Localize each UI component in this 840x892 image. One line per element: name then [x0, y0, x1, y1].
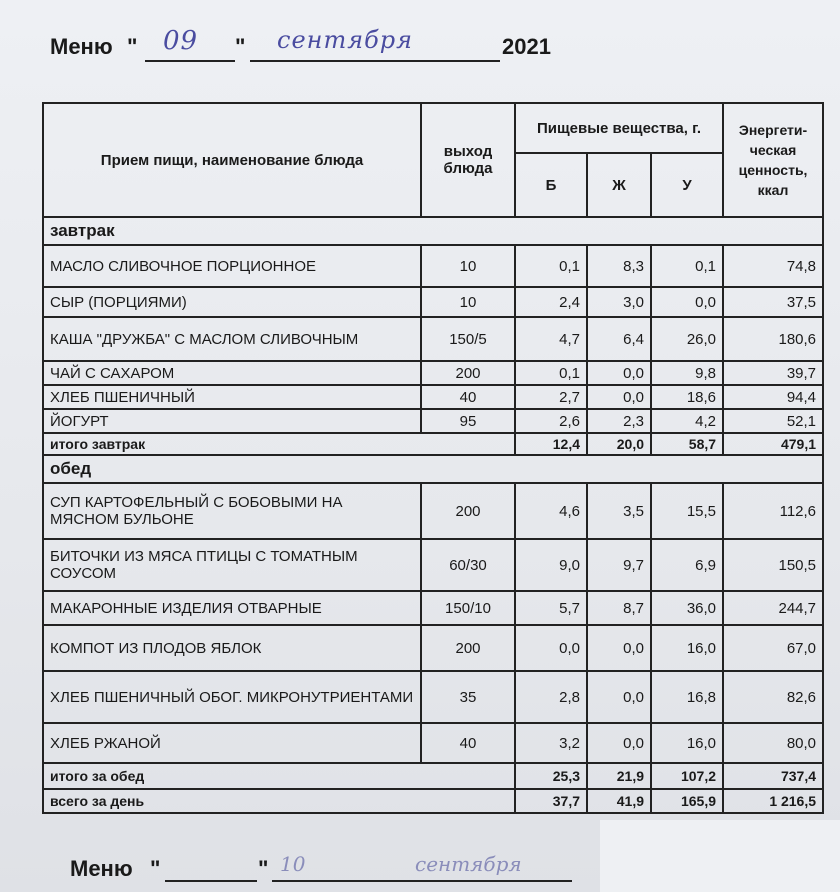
dish-b: 4,7 [515, 317, 587, 361]
dish-u: 6,9 [651, 539, 723, 591]
total-kcal: 1 216,5 [723, 789, 823, 813]
month-underline [272, 880, 572, 882]
dish-kcal: 67,0 [723, 625, 823, 671]
day-handwritten: 10 [280, 852, 306, 876]
next-menu-title-row [70, 852, 590, 888]
dish-u: 15,5 [651, 483, 723, 539]
dish-kcal: 94,4 [723, 385, 823, 409]
dish-b: 2,8 [515, 671, 587, 723]
dish-zh: 0,0 [587, 671, 651, 723]
dish-output: 200 [421, 483, 515, 539]
menu-label: Меню [70, 856, 133, 881]
section-breakfast [43, 217, 823, 245]
section-title: завтрак [43, 217, 823, 245]
header-row [43, 103, 823, 153]
quote-mid: " [235, 34, 246, 59]
dish-name: МАКАРОННЫЕ ИЗДЕЛИЯ ОТВАРНЫЕ [43, 591, 421, 625]
table-row [43, 625, 823, 671]
total-b: 12,4 [515, 433, 587, 455]
total-zh: 21,9 [587, 763, 651, 789]
total-zh: 41,9 [587, 789, 651, 813]
dish-name: ЧАЙ С САХАРОМ [43, 361, 421, 385]
dish-name: ЙОГУРТ [43, 409, 421, 433]
dish-kcal: 52,1 [723, 409, 823, 433]
col-zh-header: Ж [587, 153, 651, 217]
dish-u: 0,0 [651, 287, 723, 317]
month-handwritten: сентября [415, 852, 522, 876]
total-zh: 20,0 [587, 433, 651, 455]
dish-u: 16,0 [651, 723, 723, 763]
dish-b: 3,2 [515, 723, 587, 763]
total-kcal: 479,1 [723, 433, 823, 455]
dish-output: 10 [421, 245, 515, 287]
total-label: всего за день [43, 789, 515, 813]
table-row [43, 361, 823, 385]
total-label: итого за обед [43, 763, 515, 789]
dish-u: 9,8 [651, 361, 723, 385]
dish-b: 4,6 [515, 483, 587, 539]
dish-kcal: 150,5 [723, 539, 823, 591]
dish-name: КОМПОТ ИЗ ПЛОДОВ ЯБЛОК [43, 625, 421, 671]
dish-kcal: 74,8 [723, 245, 823, 287]
dish-b: 0,1 [515, 361, 587, 385]
dish-output: 40 [421, 385, 515, 409]
table-row [43, 671, 823, 723]
table-row [43, 385, 823, 409]
col-nutrients-header: Пищевые вещества, г. [515, 103, 723, 153]
dish-zh: 8,3 [587, 245, 651, 287]
dish-output: 60/30 [421, 539, 515, 591]
quote-open: " [127, 34, 138, 59]
menu-table [42, 102, 824, 814]
total-u: 58,7 [651, 433, 723, 455]
col-meal-header: Прием пищи, наименование блюда [43, 103, 421, 217]
section-lunch [43, 455, 823, 483]
dish-b: 5,7 [515, 591, 587, 625]
dish-u: 18,6 [651, 385, 723, 409]
table-row [43, 287, 823, 317]
dish-kcal: 37,5 [723, 287, 823, 317]
dish-b: 0,0 [515, 625, 587, 671]
dish-output: 200 [421, 361, 515, 385]
dish-b: 0,1 [515, 245, 587, 287]
dish-kcal: 80,0 [723, 723, 823, 763]
day-underline [165, 880, 257, 882]
dish-kcal: 244,7 [723, 591, 823, 625]
total-row-lunch [43, 763, 823, 789]
dish-output: 150/10 [421, 591, 515, 625]
dish-b: 9,0 [515, 539, 587, 591]
dish-zh: 0,0 [587, 625, 651, 671]
dish-u: 16,0 [651, 625, 723, 671]
dish-name: ХЛЕБ РЖАНОЙ [43, 723, 421, 763]
dish-name: БИТОЧКИ ИЗ МЯСА ПТИЦЫ С ТОМАТНЫМ СОУСОМ [43, 539, 421, 591]
dish-b: 2,7 [515, 385, 587, 409]
day-handwritten: 09 [163, 26, 199, 56]
dish-u: 4,2 [651, 409, 723, 433]
dish-b: 2,6 [515, 409, 587, 433]
dish-zh: 8,7 [587, 591, 651, 625]
total-b: 25,3 [515, 763, 587, 789]
dish-output: 200 [421, 625, 515, 671]
quote-open: " [150, 856, 161, 881]
table-row [43, 539, 823, 591]
total-row-day [43, 789, 823, 813]
quote-mid: " [258, 856, 269, 881]
dish-name: КАША "ДРУЖБА" С МАСЛОМ СЛИВОЧНЫМ [43, 317, 421, 361]
total-b: 37,7 [515, 789, 587, 813]
col-energy-header: Энергети-ческая ценность, ккал [723, 103, 823, 217]
menu-title-row [45, 26, 805, 70]
dish-name: СУП КАРТОФЕЛЬНЫЙ С БОБОВЫМИ НА МЯСНОМ БУЛЬОНЕ [43, 483, 421, 539]
dish-name: ХЛЕБ ПШЕНИЧНЫЙ [43, 385, 421, 409]
table-row [43, 317, 823, 361]
dish-b: 2,4 [515, 287, 587, 317]
section-title: обед [43, 455, 823, 483]
dish-zh: 0,0 [587, 361, 651, 385]
dish-name: СЫР (ПОРЦИЯМИ) [43, 287, 421, 317]
dish-zh: 6,4 [587, 317, 651, 361]
dish-u: 26,0 [651, 317, 723, 361]
table-row [43, 483, 823, 539]
dish-zh: 0,0 [587, 385, 651, 409]
dish-kcal: 39,7 [723, 361, 823, 385]
col-b-header: Б [515, 153, 587, 217]
dish-zh: 2,3 [587, 409, 651, 433]
col-output-header: выход блюда [421, 103, 515, 217]
table-row [43, 723, 823, 763]
dish-u: 16,8 [651, 671, 723, 723]
dish-output: 35 [421, 671, 515, 723]
table-row [43, 409, 823, 433]
dish-name: ХЛЕБ ПШЕНИЧНЫЙ ОБОГ. МИКРОНУТРИЕНТАМИ [43, 671, 421, 723]
month-handwritten: сентября [277, 26, 414, 54]
dish-zh: 0,0 [587, 723, 651, 763]
menu-label: Меню [50, 34, 113, 59]
total-u: 107,2 [651, 763, 723, 789]
total-row-breakfast [43, 433, 823, 455]
table-row [43, 591, 823, 625]
day-underline [145, 60, 235, 62]
dish-name: МАСЛО СЛИВОЧНОЕ ПОРЦИОННОЕ [43, 245, 421, 287]
month-underline [250, 60, 500, 62]
paper-overlap [600, 820, 840, 892]
dish-u: 36,0 [651, 591, 723, 625]
dish-kcal: 112,6 [723, 483, 823, 539]
dish-zh: 3,0 [587, 287, 651, 317]
dish-kcal: 82,6 [723, 671, 823, 723]
year: 2021 [502, 34, 551, 59]
dish-kcal: 180,6 [723, 317, 823, 361]
dish-output: 150/5 [421, 317, 515, 361]
dish-output: 40 [421, 723, 515, 763]
dish-zh: 9,7 [587, 539, 651, 591]
dish-output: 10 [421, 287, 515, 317]
total-u: 165,9 [651, 789, 723, 813]
table-row [43, 245, 823, 287]
col-u-header: У [651, 153, 723, 217]
total-label: итого завтрак [43, 433, 515, 455]
total-kcal: 737,4 [723, 763, 823, 789]
dish-u: 0,1 [651, 245, 723, 287]
dish-output: 95 [421, 409, 515, 433]
dish-zh: 3,5 [587, 483, 651, 539]
